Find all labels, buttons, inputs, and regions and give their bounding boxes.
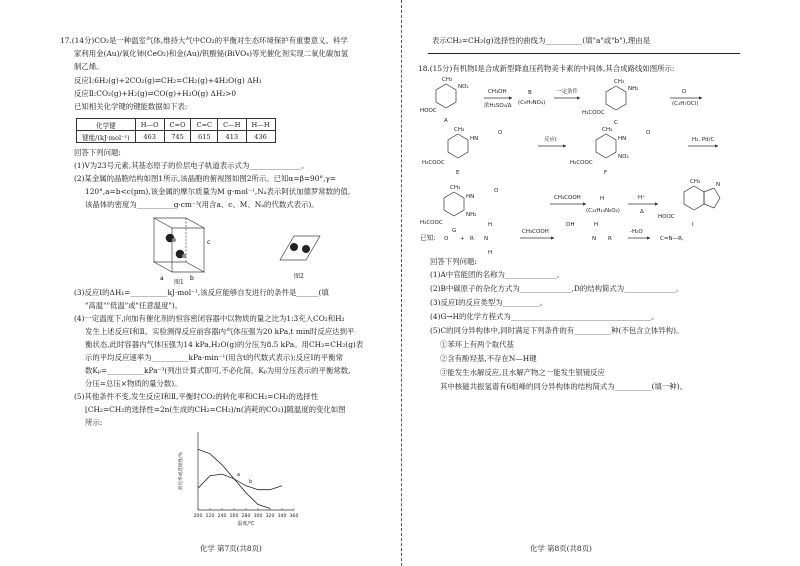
question-3: (3)反应Ⅰ的ΔH₁=__________kJ·mol⁻¹,该反应能够自发进行的条件是______(填	[74, 288, 329, 297]
group-label: H₃COOC	[570, 160, 593, 166]
compound-label-f: F	[604, 170, 608, 176]
known-label: 已知:	[420, 234, 436, 242]
reagent: 反应Ⅰ	[544, 137, 557, 143]
x-tick-label: 360	[289, 514, 299, 519]
condition-2: ②含有酚羟基,不存在N—H键	[440, 354, 537, 363]
group-label: H₃COOC	[582, 110, 605, 116]
group-label: R	[608, 236, 612, 242]
group-label: CH₃	[690, 179, 701, 185]
group-label: N	[484, 236, 489, 242]
top-view-figure	[276, 232, 324, 266]
group-label: H₃COOC	[420, 220, 443, 226]
series-label-b: b	[249, 478, 253, 485]
reagent: H₂, Pd/C	[692, 137, 715, 143]
question-4: 分压=总压×物质的量分数)。	[85, 379, 182, 388]
bond-intro: 已知相关化学键的键能数据如下表:	[74, 102, 188, 111]
question-4: (4)G→H的化学方程式为______________________________________。	[430, 312, 659, 321]
table-cell: H—H	[246, 119, 275, 131]
question-5: [CH₂=CH₂的选择性=2n(生成的CH₂=CH₂)/n(消耗的CO₂)]随温度的变化如图	[85, 405, 346, 414]
compound-label-b: B	[528, 90, 532, 96]
group-label: O	[494, 188, 499, 194]
group-label: O	[444, 236, 449, 242]
group-label: CH₃	[614, 79, 625, 85]
table-cell: 436	[246, 131, 275, 143]
table-row	[77, 119, 276, 131]
group-label: H	[488, 250, 493, 256]
q17-intro: 家利用金(Au)/氧化铈(CeO₂)和金(Au)/钒酸铋(BiVO₄)等光催化剂实现二氧化碳加氢	[74, 49, 349, 58]
question-3: (3)反应Ⅰ的反应类型为__________。	[430, 298, 547, 307]
compound-label-e: E	[456, 170, 460, 176]
question-4: 数Kₚ=__________kPa⁻³(列出计算式即可,不必化简。Kₚ为用分压表示的平衡常数,	[85, 366, 351, 375]
page-footer: 化学 第7页(共8页)	[200, 544, 262, 553]
fig1-a: a	[160, 275, 164, 282]
question-5: (5)其他条件不变,发生反应Ⅰ和Ⅱ,平衡时CO₂的转化率和CH₂=CH₂的选择性	[74, 392, 319, 401]
page-footer: 化学 第8页(共8页)	[530, 544, 592, 553]
x-tick-label: 240	[217, 514, 227, 519]
group-label: H₃COOC	[422, 160, 445, 166]
table-cell: 键能/(kJ·mol⁻¹)	[77, 131, 136, 143]
x-tick-label: 200	[193, 514, 203, 519]
answer-blank	[428, 46, 740, 54]
plus: +	[460, 236, 465, 242]
reagent: (C₄H₇OCl)	[672, 101, 699, 107]
table-cell: 615	[191, 131, 218, 143]
question-2: 120°,a=b<c(pm),该金属的摩尔质量为M g·mol⁻¹,Nₐ表示阿伏加德罗常数的值,	[85, 187, 351, 196]
crystal-cell-figure	[140, 210, 222, 282]
compound-label-c: C	[614, 120, 618, 126]
reagent: CH₃COOH	[522, 229, 549, 235]
group-label: HN	[470, 136, 479, 142]
x-tick-label: 280	[241, 514, 251, 519]
fig1-label: 图1	[174, 279, 184, 286]
answer-prompt: 回答下列问题:	[74, 148, 121, 157]
fig1-b: b	[190, 275, 194, 282]
reagent: H⁺	[638, 195, 646, 201]
bond-energy-table	[76, 118, 276, 143]
reagent: -H₂O	[630, 229, 643, 235]
q17-header: 17.(14分)CO₂是一种温室气体,维持大气中CO₂的平衡对生态环境保护有重要意义。科学	[60, 36, 348, 45]
group-label: HN	[618, 136, 627, 142]
compound-label-g: G	[452, 228, 457, 234]
group-label: R	[470, 236, 474, 242]
question-4: (4)一定温度下,向加有催化剂的恒容密闭容器中以物质的量之比为1:3充入CO₂和H₂	[74, 314, 345, 323]
question-4: 衡状态,此时容器内气体压强为14 kPa,H₂O(g)的分压为8.5 kPa。用CH₂=CH₂(g)表	[85, 340, 364, 349]
q17-intro: 制乙烯。	[74, 62, 104, 71]
reagent: 一定条件	[556, 89, 579, 95]
question-5: 所示:	[85, 418, 103, 427]
x-tick-label: 320	[265, 514, 275, 519]
question-4: 发生上述反应Ⅰ和Ⅱ。实验测得反应前容器内气体压强为20 kPa,t min时反应达到平	[85, 327, 355, 336]
group-label: H	[488, 222, 493, 228]
y-axis-label: 转化率或选择性/%	[179, 451, 184, 491]
fig2-label: 图2	[294, 273, 304, 280]
q18-header: 18.(15分)有机物Ⅰ是合成新型降血压药物美卡素的中间体,其合成路线如图所示:	[418, 64, 675, 73]
table-row	[77, 131, 276, 143]
fig1-c: c	[207, 239, 211, 246]
reaction-2: 反应Ⅱ:CO₂(g)+H₂(g)⇌CO(g)+H₂O(g) ΔH₂>0	[74, 89, 237, 98]
reagent: Δ	[640, 209, 644, 215]
q17-5-tail: 表示CH₂=CH₂(g)选择性的曲线为__________(填"a"或"b"),理由是	[432, 36, 651, 45]
table-cell: 化学键	[77, 119, 136, 131]
compound-label-h: H	[600, 196, 605, 202]
group-label: HOOC	[658, 214, 675, 220]
known-product: C=N—R。	[660, 236, 688, 242]
table-cell: C=C	[191, 119, 218, 131]
table-cell: 413	[218, 131, 246, 143]
question-1: (1)A中官能团的名称为______________。	[430, 270, 565, 279]
table-cell: C—H	[218, 119, 246, 131]
x-axis-label: 温度/℃	[237, 521, 255, 527]
table-cell: 745	[164, 131, 191, 143]
page-divider	[401, 0, 402, 566]
question-4: 示的平均反应速率为__________kPa·min⁻¹(用含t的代数式表示);反应Ⅰ的平衡常	[85, 353, 343, 362]
reagent: D	[682, 89, 687, 95]
group-label: OH	[566, 222, 575, 228]
reaction-1: 反应Ⅰ:6H₂(g)+2CO₂(g)⇌CH₂=CH₂(g)+4H₂O(g) ΔH₁	[74, 76, 262, 85]
reagent: 浓H₂SO₄/Δ	[484, 103, 512, 109]
group-label: CH₃	[442, 77, 453, 83]
table-cell: H—O	[135, 119, 164, 131]
group-label: NH₂	[466, 212, 477, 218]
group-label: CH₃	[602, 127, 613, 133]
group-label: O	[498, 130, 503, 136]
answer-prompt: 回答下列问题:	[430, 257, 477, 266]
condition-tail: 其中核磁共振氢谱有6组峰的同分异构体的结构简式为__________(填一种)。	[440, 382, 687, 391]
reagent: CH₃COOH	[554, 195, 581, 201]
conversion-selectivity-chart	[172, 426, 302, 528]
x-tick-label: 340	[277, 514, 287, 519]
group-label: NO₂	[618, 154, 629, 160]
compound-label-i: I	[692, 222, 694, 228]
x-tick-label: 260	[229, 514, 239, 519]
condition-1: ①苯环上有两个取代基	[440, 340, 514, 349]
group-label: N	[592, 236, 597, 242]
condition-3: ③能发生水解反应,且水解产物之一能发生银镜反应	[440, 368, 605, 377]
question-2: (2)B中碳原子的杂化方式为______________,D的结构简式为______________。	[430, 284, 684, 293]
question-3: "高温""低温"或"任意温度")。	[85, 301, 183, 310]
table-cell: C=O	[164, 119, 191, 131]
group-label: CH₃	[454, 127, 465, 133]
synthesis-scheme	[420, 74, 780, 270]
group-label: H	[594, 222, 599, 228]
group-label: CH₃	[450, 185, 461, 191]
group-label: NO₂	[458, 84, 469, 90]
reagent: (C₉H₉NO₄)	[518, 100, 546, 106]
reagent: CH₃OH	[488, 89, 507, 95]
question-1: (1)V为23号元素,其基态原子的价层电子轨道表示式为______________。	[74, 161, 309, 170]
group-label: NH₂	[628, 86, 639, 92]
series-label-a: a	[237, 471, 241, 478]
x-tick-label: 220	[205, 514, 215, 519]
group-label: HOOC	[420, 108, 437, 114]
group-label: HN	[466, 194, 475, 200]
reagent: (C₁₂H₁₄N₂O₂)	[586, 208, 620, 214]
question-5: (5)C的同分异构体中,同时满足下列条件的有__________种(不包含立体异构)。	[430, 326, 684, 335]
x-tick-label: 300	[253, 514, 263, 519]
table-cell: 463	[135, 131, 164, 143]
group-label: N	[716, 182, 721, 188]
question-2: (2)某金属的晶胞结构如图1所示,该晶胞的俯视图如图2所示。已知α=β=90°,γ=	[74, 174, 337, 183]
compound-label-a: A	[444, 118, 448, 124]
group-label: O	[646, 130, 651, 136]
question-2: 该晶体的密度为__________g·cm⁻³(用含a、c、M、Nₐ的代数式表示)。	[85, 200, 319, 209]
